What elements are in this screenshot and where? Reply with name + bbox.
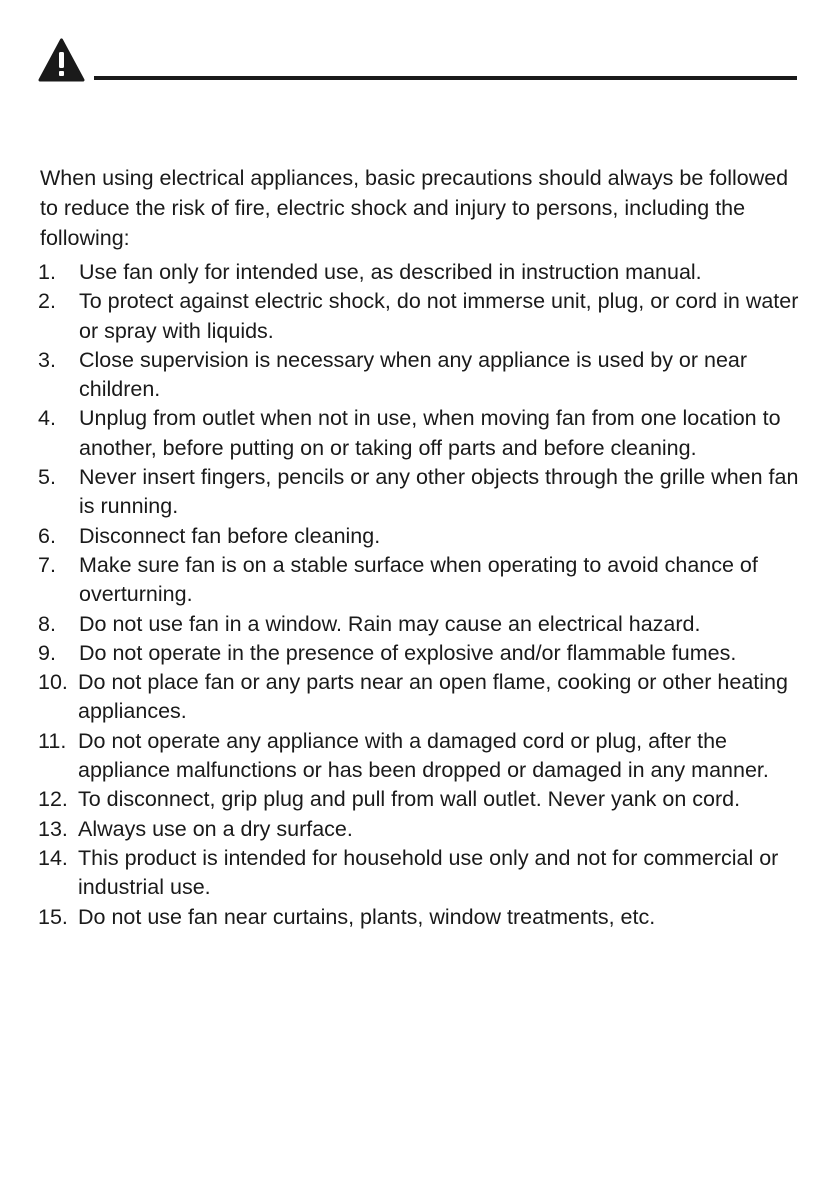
list-item [38, 668, 808, 727]
list-item [38, 785, 808, 814]
item-number: 1. [38, 260, 56, 284]
item-text: Do not use fan near curtains, plants, window treatments, etc. [78, 904, 656, 929]
list-item [38, 815, 808, 844]
item-text: Close supervision is necessary when any appliance is used by or near children. [79, 347, 748, 402]
item-text: Unplug from outlet when not in use, when moving fan from one location to another, before putting on or taking off parts and before cleaning. [79, 406, 781, 460]
item-number: 15. [38, 904, 68, 929]
safety-header [38, 38, 798, 84]
item-number: 14. [38, 845, 68, 870]
list-item [38, 610, 808, 639]
list-item [38, 727, 808, 786]
list-item [38, 404, 808, 463]
item-text: Always use on a dry surface. [78, 816, 353, 841]
safety-instructions-list [38, 258, 808, 932]
item-number: 6. [38, 523, 56, 548]
item-number: 13. [38, 816, 68, 841]
item-text: Do not place fan or any parts near an open flame, cooking or other heating appliances. [78, 670, 788, 724]
item-text: Do not use fan in a window. Rain may cause an electrical hazard. [79, 611, 701, 636]
item-number: 11. [38, 728, 67, 753]
item-text: Do not operate any appliance with a damaged cord or plug, after the appliance malfunctions or has been dropped or damaged in any manner. [78, 728, 769, 783]
item-number: 8. [38, 611, 56, 636]
item-number: 5. [38, 465, 56, 490]
item-text: Do not operate in the presence of explosive and/or flammable fumes. [79, 640, 737, 665]
item-number: 4. [38, 406, 56, 431]
item-number: 3. [38, 347, 56, 372]
item-number: 12. [38, 787, 68, 812]
item-number: 9. [38, 640, 56, 665]
item-number: 10. [38, 670, 68, 695]
warning-triangle-icon [38, 38, 85, 82]
list-item [38, 551, 808, 610]
item-text: Never insert fingers, pencils or any other objects through the grille when fan is running. [79, 465, 799, 519]
list-item [38, 844, 808, 903]
list-item [38, 346, 808, 405]
item-text: Make sure fan is on a stable surface when operating to avoid chance of overturning. [79, 552, 758, 607]
list-item [38, 287, 808, 346]
item-number: 2. [38, 289, 56, 314]
item-text: To protect against electric shock, do not immerse unit, plug, or cord in water or spray with liquids. [79, 289, 799, 343]
item-number: 7. [38, 552, 56, 577]
header-divider [94, 76, 797, 80]
item-text: To disconnect, grip plug and pull from wall outlet. Never yank on cord. [78, 787, 741, 812]
list-item [38, 463, 808, 522]
item-text: This product is intended for household use only and not for commercial or industrial use. [78, 845, 779, 900]
list-item [38, 258, 808, 287]
intro-paragraph: When using electrical appliances, basic precautions should always be followed to reduce the risk of fire, electric shock and injury to persons, including the following: [40, 166, 789, 250]
list-item [38, 522, 808, 551]
item-text: Disconnect fan before cleaning. [79, 523, 381, 548]
list-item [38, 639, 808, 668]
list-item [38, 903, 808, 932]
item-text: Use fan only for intended use, as described in instruction manual. [79, 260, 702, 284]
